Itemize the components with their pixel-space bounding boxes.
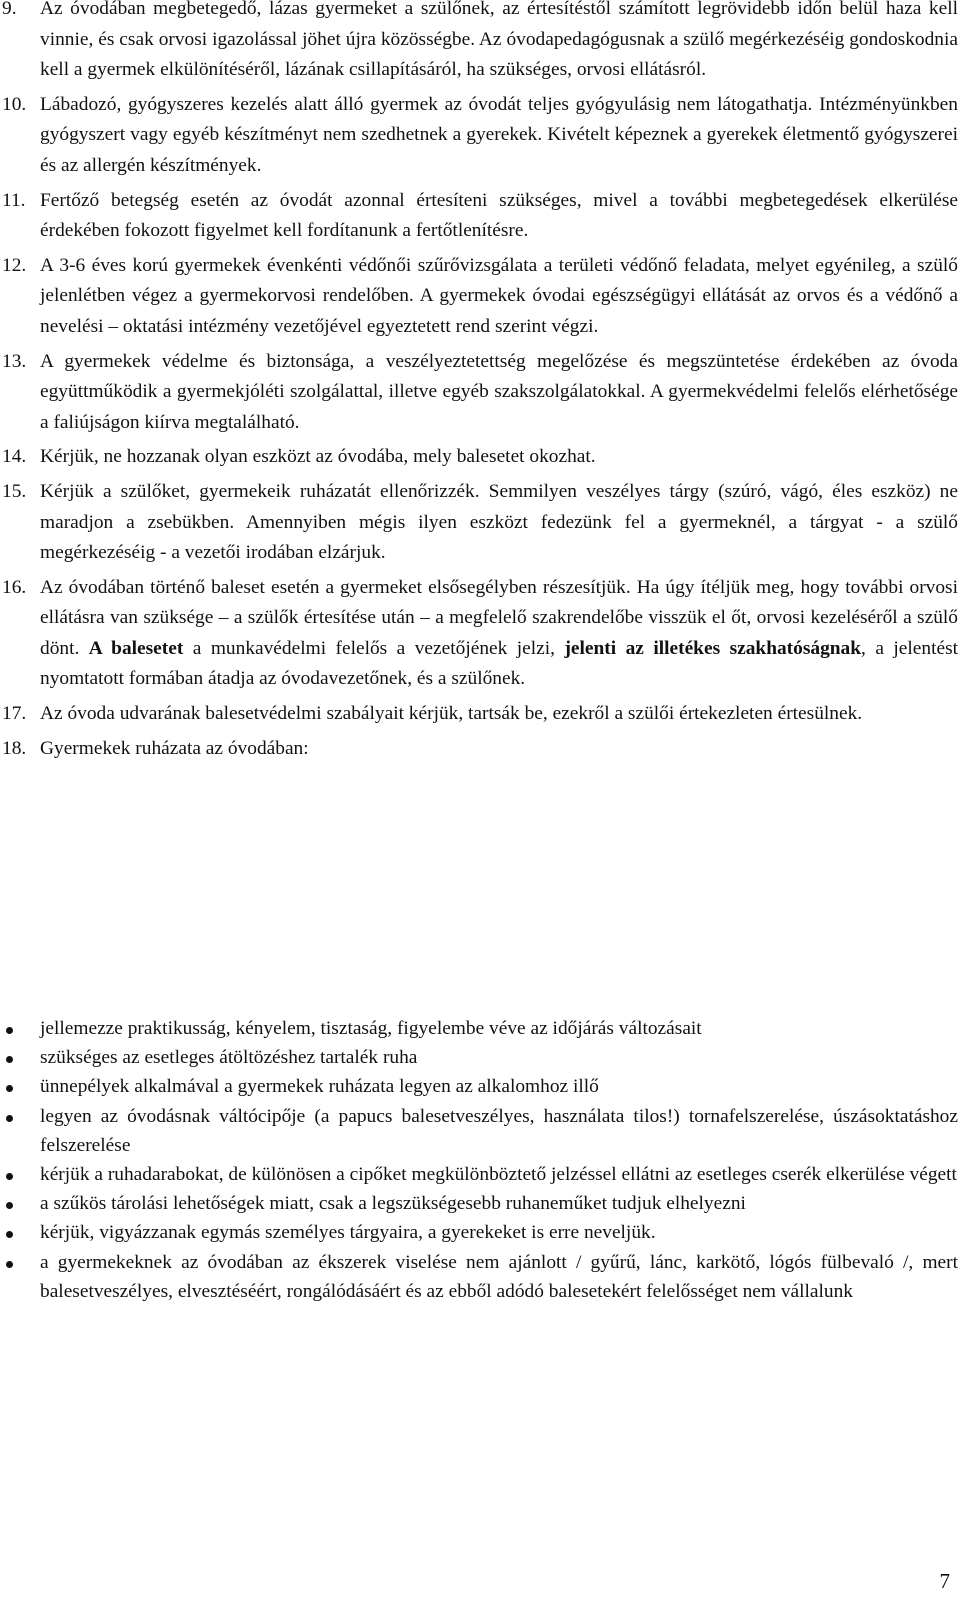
item-text: Az óvodában megbetegedő, lázas gyermeket a szülőnek, az értesítéstől számított legrövidebb időn belül haza kell vinnie, és csak orvosi igazolással jöhet újra közösségbe. Az óvodapedagógusnak a szülő megérkezéséig gondoskodnia kell a gyermek elkülönítéséről, lázának csillapításáról, ha szükséges, orvosi ellátásról.: [40, 0, 958, 81]
bullet-list: [0, 1014, 958, 1306]
bullet-text: kérjük a ruhadarabokat, de különösen a cipőket megkülönböztető jelzéssel ellátni az esetleges cserék elkerülése végett: [40, 1164, 957, 1186]
bullet-icon: [6, 1056, 13, 1063]
bullet-item: [0, 1189, 958, 1218]
bullet-item: [0, 1043, 958, 1072]
list-item-16: [0, 573, 958, 695]
item-text: [40, 573, 958, 695]
bullet-text: a gyermekeknek az óvodában az ékszerek viselése nem ajánlott / gyűrű, lánc, karkötő, lógós fülbevaló /, mert balesetveszélyes, elvesztéséért, rongálódásáért és az ebből adódó balesetekért felelősséget nem vállalunk: [40, 1251, 958, 1302]
numbered-list: [0, 0, 958, 768]
item-number: 15.: [2, 480, 27, 502]
item-number: 17.: [2, 703, 27, 725]
list-item-18: [0, 734, 958, 765]
bullet-icon: [6, 1202, 13, 1209]
item-text-part: , a jelentést nyomtatott formában átadja az óvodavezetőnek, és a szülőnek.: [40, 637, 959, 690]
item-number: 12.: [2, 254, 27, 276]
item-text: Lábadozó, gyógyszeres kezelés alatt álló gyermek az óvodát teljes gyógyulásig nem látogathatja. Intézményünkben gyógyszert vagy egyéb készítményt nem szedhetnek a gyerekek. Kivételt képeznek a gyerekek életmentő gyógyszerei és az allergén készítmények.: [40, 93, 958, 176]
item-text: Kérjük, ne hozzanak olyan eszközt az óvodába, mely balesetet okozhat.: [40, 446, 596, 468]
item-text: A gyermekek védelme és biztonsága, a veszélyeztetettség megelőzése és megszüntetése érdekében az óvoda együttműködik a gyermekjóléti szolgálattal, illetve egyéb szakszolgálatokkal. A gyermekvédelmi felelős elérhetősége a faliújságon kiírva megtalálható.: [40, 350, 958, 433]
bullet-item: [0, 1014, 958, 1043]
list-item-14: [0, 442, 958, 473]
bullet-text: a szűkös tárolási lehetőségek miatt, csak a legszükségesebb ruhaneműket tudjuk elhelyezni: [40, 1193, 746, 1215]
bullet-icon: [6, 1261, 13, 1268]
list-item-9: [0, 0, 958, 86]
list-item-11: [0, 186, 958, 247]
list-item-13: [0, 347, 958, 439]
item-number: 10.: [2, 93, 27, 115]
bullet-text: legyen az óvodásnak váltócipője (a papucs balesetveszélyes, használata tilos!) tornafelszerelése, úszásoktatáshoz felszerelése: [40, 1105, 958, 1156]
item-text: A 3-6 éves korú gyermekek évenkénti védőnői szűrővizsgálata a területi védőnő feladata, melyet egyénileg, a szülő jelenlétben végez a gyermekorvosi rendelőben. A gyermekek óvodai egészségügyi ellátását az orvos és a védőnő a nevelési – oktatási intézmény vezetőjével egyeztetett rend szerint végzi.: [40, 254, 958, 337]
item-number: 9.: [2, 0, 17, 19]
item-number: 13.: [2, 350, 27, 372]
bullet-item: [0, 1160, 958, 1189]
item-number: 16.: [2, 576, 27, 598]
list-item-15: [0, 477, 958, 569]
item-number: 18.: [2, 737, 27, 759]
bullet-icon: [6, 1115, 13, 1122]
bullet-icon: [6, 1085, 13, 1092]
item-number: 14.: [2, 446, 27, 468]
bullet-text: jellemezze praktikusság, kényelem, tisztaság, figyelembe véve az időjárás változásait: [40, 1018, 702, 1039]
item-text: Fertőző betegség esetén az óvodát azonnal értesíteni szükséges, mivel a további megbetegedések elkerülése érdekében fokozott figyelmet kell fordítanunk a fertőtlenítésre.: [40, 189, 958, 242]
item-text-bold: jelenti az illetékes szakhatóságnak: [564, 637, 862, 659]
item-number: 11.: [2, 189, 26, 211]
bullet-item: [0, 1218, 958, 1247]
list-item-10: [0, 90, 958, 182]
item-text: Az óvoda udvarának balesetvédelmi szabályait kérjük, tartsák be, ezekről a szülői értekezleten értesülnek.: [40, 703, 863, 725]
item-text-bold: A balesetet: [88, 637, 184, 659]
item-text: Gyermekek ruházata az óvodában:: [40, 737, 309, 759]
page-number: 7: [939, 1569, 950, 1593]
bullet-item: [0, 1072, 958, 1101]
bullet-icon: [6, 1173, 13, 1180]
bullet-icon: [6, 1231, 13, 1238]
item-text-part: Az óvodában történő baleset esetén a gyermeket elsősegélyben részesítjük. Ha úgy ítéljük meg, hogy további orvosi ellátásra van szüksége – a szülők értesítése után – a megfelelő szakrendelőbe visszük el őt, orvosi kezeléséről a szülő dönt.: [40, 576, 958, 659]
bullet-text: szükséges az esetleges átöltözéshez tartalék ruha: [40, 1047, 418, 1069]
bullet-item: [0, 1248, 958, 1306]
bullet-item: [0, 1102, 958, 1160]
item-text: Kérjük a szülőket, gyermekeik ruházatát ellenőrizzék. Semmilyen veszélyes tárgy (szúró, vágó, éles eszköz) ne maradjon a zsebükben. Amennyiben mégis ilyen eszközt fedezünk fel a gyermeknél, a tárgyat - a szülő megérkezéséig - a vezetői irodában elzárjuk.: [40, 480, 958, 564]
list-item-17: [0, 699, 958, 730]
list-item-12: [0, 251, 958, 343]
bullet-text: kérjük, vigyázzanak egymás személyes tárgyaira, a gyerekeket is erre neveljük.: [40, 1222, 656, 1244]
bullet-text: ünnepélyek alkalmával a gyermekek ruházata legyen az alkalomhoz illő: [40, 1076, 599, 1098]
item-text-part: a munkavédelmi felelős a vezetőjének jelzi,: [183, 637, 565, 659]
bullet-icon: [6, 1027, 13, 1034]
